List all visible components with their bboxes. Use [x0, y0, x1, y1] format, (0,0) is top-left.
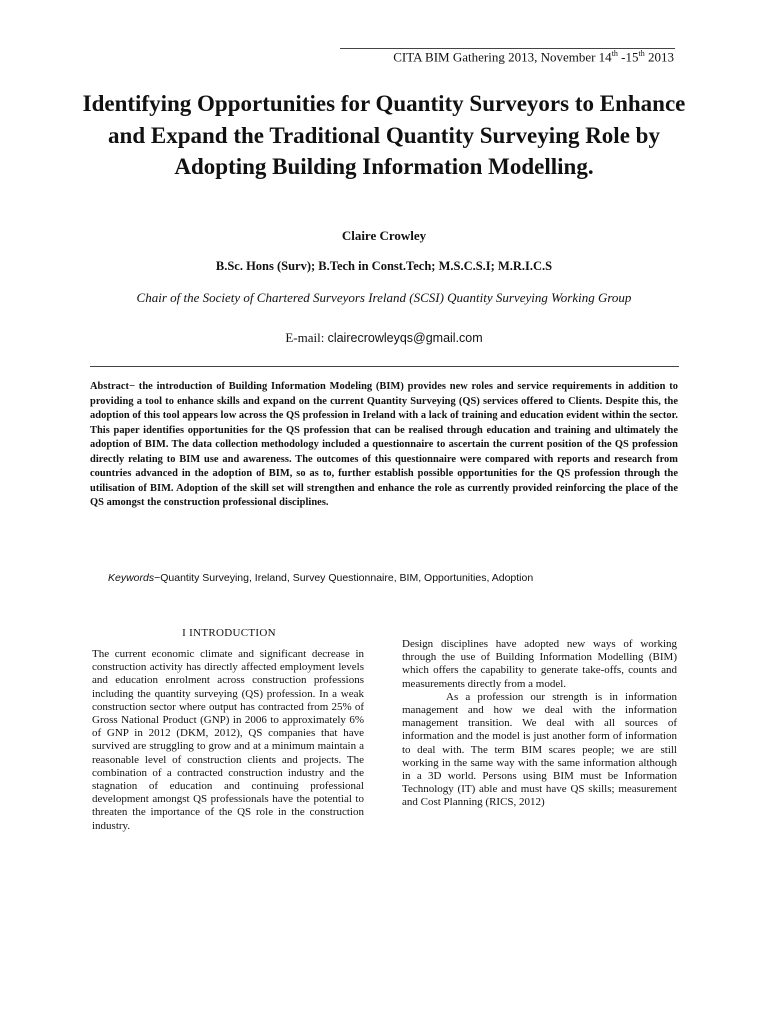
abstract-rule — [90, 366, 679, 367]
paragraph: The current economic climate and significant decrease in construction activity has directly affected employment levels and education enrolment across construction professions including the quantity surveying (QS) profession. In a weak construction sector where output has contracted from 25% of Gross National Product (GNP) in 2006 to approximately 6% of GNP in 2012 (DKM, 2012), QS companies that have survived are struggling to grow and at a minimum maintain a reasonable level of construction clients and projects. The combination of a contracted construction industry and the stagnation of education and continuing professional development amongst QS professionals have the potential to threaten the importance of the QS role in the construction industry. — [92, 648, 364, 832]
header-separator: -15 — [617, 49, 639, 65]
section-heading: I INTRODUCTION — [182, 627, 276, 639]
email-address: clairecrowleyqs@gmail.com — [327, 331, 483, 345]
header-year: 2013 — [644, 49, 674, 65]
header-conference: CITA BIM Gathering 2013, November 14 — [393, 49, 612, 65]
left-column — [92, 648, 364, 833]
author-credentials: B.Sc. Hons (Surv); B.Tech in Const.Tech; M.S.C.S.I; M.R.I.C.S — [215, 259, 553, 273]
abstract-text: Abstract− the introduction of Building Information Modeling (BIM) provides new roles and service requirements in addition to providing a tool to enhance skills and expand on the current Quantity Surveying (QS) services offered to Clients. Despite this, the adoption of this tool appears low across the QS profession in Ireland with a lack of training and education evident within the sector. This paper identifies opportunities for the QS profession that can be realised through education and training and ultimately the adoption of BIM. The data collection methodology included a questionnaire to ascertain the current position of the QS profession directly relating to BIM use and awareness. The outcomes of this questionnaire were compared with reports and research from countries advanced in the adoption of BIM, so as to, further establish possible opportunities for the QS profession through the utilisation of BIM. Adoption of the skill set will strengthen and enhance the role as currently provided reinforcing the place of the QS amongst the construction professional disciplines. — [90, 381, 678, 509]
author-affiliation: Chair of the Society of Chartered Surveyors Ireland (SCSI) Quantity Surveying Working Group — [136, 290, 632, 305]
paragraph: As a profession our strength is in information management and how we deal with the information management transition. We deal with all sources of information and the model is just another form of information to deal with. The term BIM scares people; we are still working in the same way with the same information although in a 3D world. Persons using BIM must be Information Technology (IT) able and must have QS skills; measurement and Cost Planning (RICS, 2012) — [402, 690, 677, 809]
running-header — [393, 49, 674, 65]
keywords — [108, 572, 688, 584]
author-name: Claire Crowley — [341, 228, 427, 243]
email-label: E-mail: — [285, 330, 328, 345]
keywords-list: −Quantity Surveying, Ireland, Survey Questionnaire, BIM, Opportunities, Adoption — [154, 572, 534, 584]
header-superscript-1: th — [611, 49, 618, 58]
header-superscript-2: th — [638, 49, 645, 58]
paragraph: Design disciplines have adopted new ways of working through the use of Building Information Modelling (BIM) which offers the capability to generate take-offs, counts and measurements directly from a model. — [402, 638, 677, 690]
paper-title: Identifying Opportunities for Quantity Surveyors to Enhance and Expand the Traditional Quantity Surveying Role by Adopting Building Information Modelling. — [82, 91, 686, 179]
keywords-label: Keywords — [108, 572, 155, 584]
author-email — [0, 330, 768, 346]
right-column — [402, 638, 677, 810]
